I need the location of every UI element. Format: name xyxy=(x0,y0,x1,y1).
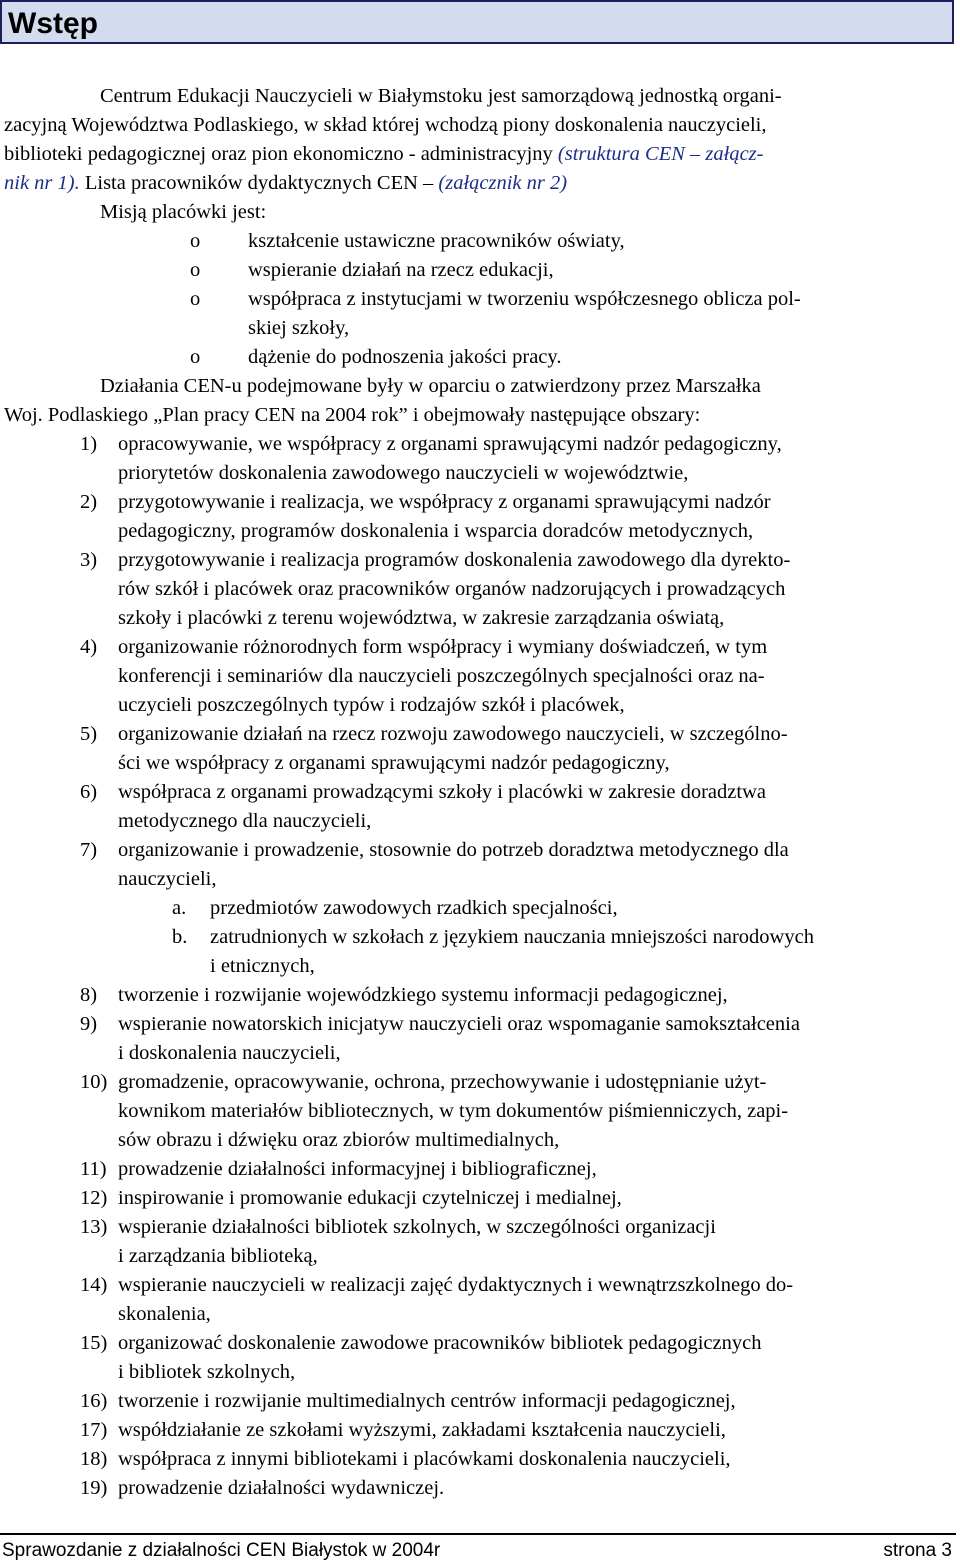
mission-lead: Misją placówki jest: xyxy=(100,201,267,223)
list-item-line: tworzenie i rozwijanie multimedialnych centrów informacji pedagogicznej, xyxy=(118,1390,736,1412)
list-item-line: skonalenia, xyxy=(118,1303,211,1325)
list-item-line: prowadzenie działalności wydawniczej. xyxy=(118,1477,445,1499)
sublist-item-line: i etnicznych, xyxy=(210,955,315,977)
list-item-line: wspieranie działalności bibliotek szkolnych, w szczególności organizacji xyxy=(118,1216,716,1238)
intro-text: biblioteki pedagogicznej oraz pion ekonomiczno - administracyjny xyxy=(4,143,558,165)
sublist-letter: a. xyxy=(172,897,187,919)
list-number: 12) xyxy=(80,1187,108,1209)
list-item-line: i bibliotek szkolnych, xyxy=(118,1361,296,1383)
list-item-line: wspieranie nauczycieli w realizacji zajęć dydaktycznych i wewnątrzszkolnego do- xyxy=(118,1274,794,1296)
list-item-line: prowadzenie działalności informacyjnej i bibliograficznej, xyxy=(118,1158,597,1180)
list-item-line: szkoły i placówki z terenu województwa, w zakresie zarządzania oświatą, xyxy=(118,607,725,629)
list-number: 8) xyxy=(80,984,98,1006)
page-number: strona 3 xyxy=(883,1540,952,1561)
list-item-line: metodycznego dla nauczycieli, xyxy=(118,810,372,832)
list-item-line: inspirowanie i promowanie edukacji czytelniczej i medialnej, xyxy=(118,1187,622,1209)
list-number: 9) xyxy=(80,1013,98,1035)
list-number: 11) xyxy=(80,1158,107,1180)
intro-line: zacyjną Województwa Podlaskiego, w skład której wchodzą piony doskonalenia nauczycieli, xyxy=(4,114,767,136)
list-item-line: wspieranie nowatorskich inicjatyw nauczycieli oraz wspomaganie samokształcenia xyxy=(118,1013,800,1035)
footer-divider xyxy=(0,1533,956,1535)
list-number: 17) xyxy=(80,1419,108,1441)
mission-item: kształcenie ustawiczne pracowników oświaty, xyxy=(248,230,625,252)
footer-report-title: Sprawozdanie z działalności CEN Białystok w 2004r xyxy=(2,1540,441,1561)
list-item-line: priorytetów doskonalenia zawodowego nauczycieli w województwie, xyxy=(118,462,689,484)
intro-line: Centrum Edukacji Nauczycieli w Białymstoku jest samorządową jednostką organi- xyxy=(100,85,782,107)
intro-line xyxy=(4,140,763,169)
attachment-ref: (struktura CEN – załącz- xyxy=(557,143,764,165)
list-item-line: pedagogiczny, programów doskonalenia i wsparcia doradców metodycznych, xyxy=(118,520,754,542)
list-number: 6) xyxy=(80,781,98,803)
list-number: 10) xyxy=(80,1071,108,1093)
list-number: 5) xyxy=(80,723,98,745)
mission-item: skiej szkoły, xyxy=(248,317,350,339)
list-item-line: organizowanie różnorodnych form współpracy i wymiany doświadczeń, w tym xyxy=(118,636,768,658)
list-number: 14) xyxy=(80,1274,108,1296)
list-number: 16) xyxy=(80,1390,108,1412)
list-number: 19) xyxy=(80,1477,108,1499)
list-number: 15) xyxy=(80,1332,108,1354)
section-header xyxy=(0,0,954,44)
attachment-ref: nik nr 1). xyxy=(4,172,80,194)
bullet-marker: o xyxy=(190,346,201,368)
list-item-line: współpraca z innymi bibliotekami i placówkami doskonalenia nauczycieli, xyxy=(118,1448,731,1470)
intro-line xyxy=(4,169,567,198)
list-number: 4) xyxy=(80,636,98,658)
list-number: 1) xyxy=(80,433,98,455)
list-item-line: organizowanie i prowadzenie, stosownie do potrzeb doradztwa metodycznego dla xyxy=(118,839,789,861)
actions-line: Woj. Podlaskiego „Plan pracy CEN na 2004 rok” i obejmowały następujące obszary: xyxy=(4,404,701,426)
list-item-line: przygotowywanie i realizacja, we współpracy z organami sprawującymi nadzór xyxy=(118,491,771,513)
sublist-item-line: przedmiotów zawodowych rzadkich specjalności, xyxy=(210,897,618,919)
section-title: Wstęp xyxy=(8,7,98,40)
list-item-line: organizować doskonalenie zawodowe pracowników bibliotek pedagogicznych xyxy=(118,1332,762,1354)
list-item-line: ści we współpracy z organami sprawującymi nadzór pedagogiczny, xyxy=(118,752,670,774)
list-item-line: i zarządzania biblioteką, xyxy=(118,1245,318,1267)
mission-item: wspieranie działań na rzecz edukacji, xyxy=(248,259,554,281)
list-item-line: organizowanie działań na rzecz rozwoju zawodowego nauczycieli, w szczególno- xyxy=(118,723,788,745)
list-item-line: i doskonalenia nauczycieli, xyxy=(118,1042,341,1064)
actions-line: Działania CEN-u podejmowane były w oparciu o zatwierdzony przez Marszałka xyxy=(100,375,761,397)
list-item-line: współpraca z organami prowadzącymi szkoły i placówki w zakresie doradztwa xyxy=(118,781,766,803)
sublist-letter: b. xyxy=(172,926,188,948)
list-item-line: współdziałanie ze szkołami wyższymi, zakładami kształcenia nauczycieli, xyxy=(118,1419,726,1441)
mission-item: współpraca z instytucjami w tworzeniu współczesnego oblicza pol- xyxy=(248,288,801,310)
mission-item: dążenie do podnoszenia jakości pracy. xyxy=(248,346,562,368)
list-item-line: konferencji i seminariów dla nauczycieli poszczególnych specjalności oraz na- xyxy=(118,665,765,687)
bullet-marker: o xyxy=(190,288,201,310)
list-item-line: kownikom materiałów bibliotecznych, w tym dokumentów piśmienniczych, zapi- xyxy=(118,1100,789,1122)
intro-text: Lista pracowników dydaktycznych CEN – xyxy=(79,172,439,194)
list-number: 7) xyxy=(80,839,98,861)
bullet-marker: o xyxy=(190,230,201,252)
list-item-line: sów obrazu i dźwięku oraz zbiorów multimedialnych, xyxy=(118,1129,560,1151)
list-item-line: uczycieli poszczególnych typów i rodzajów szkół i placówek, xyxy=(118,694,625,716)
list-item-line: przygotowywanie i realizacja programów doskonalenia zawodowego dla dyrekto- xyxy=(118,549,791,571)
list-number: 3) xyxy=(80,549,98,571)
bullet-marker: o xyxy=(190,259,201,281)
attachment-ref: (załącznik nr 2) xyxy=(438,172,568,194)
list-item-line: opracowywanie, we współpracy z organami sprawującymi nadzór pedagogiczny, xyxy=(118,433,782,455)
list-item-line: tworzenie i rozwijanie wojewódzkiego systemu informacji pedagogicznej, xyxy=(118,984,728,1006)
list-item-line: rów szkół i placówek oraz pracowników organów nadzorujących i prowadzących xyxy=(118,578,786,600)
list-number: 18) xyxy=(80,1448,108,1470)
sublist-item-line: zatrudnionych w szkołach z językiem nauczania mniejszości narodowych xyxy=(210,926,814,948)
list-item-line: gromadzenie, opracowywanie, ochrona, przechowywanie i udostępnianie użyt- xyxy=(118,1071,767,1093)
list-number: 2) xyxy=(80,491,98,513)
list-number: 13) xyxy=(80,1216,108,1238)
list-item-line: nauczycieli, xyxy=(118,868,217,890)
